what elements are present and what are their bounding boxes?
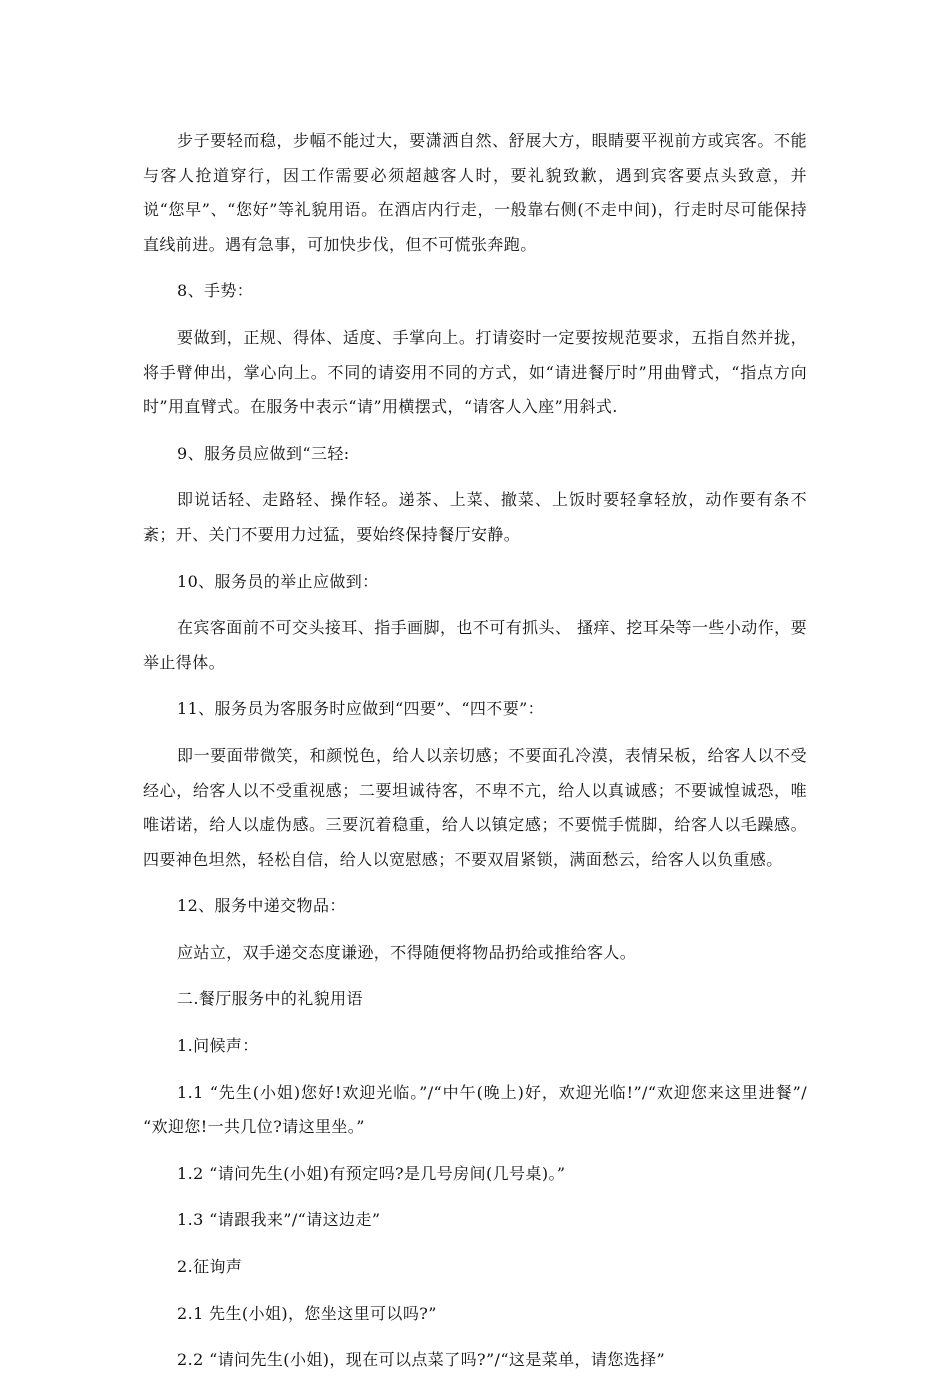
item-greeting-1-2: 1.2 “请问先生(小姐)有预定吗?是几号房间(几号桌)。” — [177, 1163, 566, 1183]
item-inquiry-2-1: 2.1 先生(小姐)，您坐这里可以吗?” — [177, 1303, 437, 1323]
heading-three-light: 9、服务员应做到“三轻: — [177, 443, 350, 463]
heading-gesture: 8、手势： — [177, 281, 254, 301]
heading-handing-items: 12、服务中递交物品： — [177, 896, 346, 916]
heading-greeting: 1.问候声： — [177, 1036, 259, 1056]
paragraph-gesture: 要做到，正规、得体、适度、手掌向上。打请姿时一定要按规范要求，五指自然并拢，将手臂伸出，掌心向上。不同的请姿用不同的方式，如“请进餐厅时”用曲臂式，“指点方向时”用直臂式。在服务中表示“请”用横摆式，“请客人入座”用斜式. — [143, 327, 807, 417]
paragraph-handing-items: 应站立，双手递交态度谦逊，不得随便将物品扔给或推给客人。 — [177, 942, 637, 962]
item-greeting-1-3: 1.3 “请跟我来”/“请这边走” — [177, 1210, 381, 1230]
heading-four-dos: 11、服务员为客服务时应做到“四要”、“四不要”： — [177, 699, 545, 719]
heading-behavior: 10、服务员的举止应做到： — [177, 571, 379, 591]
heading-inquiry: 2.征询声 — [177, 1257, 243, 1277]
document-page — [143, 124, 807, 1378]
paragraph-behavior: 在宾客面前不可交头接耳、指手画脚，也不可有抓头、 搔痒、挖耳朵等一些小动作，要举止得体。 — [143, 618, 807, 672]
paragraph-three-light: 即说话轻、走路轻、操作轻。递茶、上菜、撤菜、上饭时要轻拿轻放，动作要有条不紊；开、关门不要用力过猛，要始终保持餐厅安静。 — [143, 490, 807, 544]
item-inquiry-2-2: 2.2 “请问先生(小姐)，现在可以点菜了吗?”/“这是菜单，请您选择” — [177, 1350, 666, 1370]
item-greeting-1-1: 1.1 “先生(小姐)您好!欢迎光临。”/“中午(晚上)好，欢迎光临!”/“欢迎您来这里进餐”/ “欢迎您!一共几位?请这里坐。” — [143, 1082, 807, 1137]
section-heading-polite-language: 二.餐厅服务中的礼貌用语 — [177, 989, 363, 1009]
paragraph-walking: 步子要轻而稳，步幅不能过大，要潇洒自然、舒展大方，眼睛要平视前方或宾客。不能与客人抢道穿行，因工作需要必须超越客人时，要礼貌致歉，遇到宾客要点头致意，并说“您早”、“您好”等礼貌用语。在酒店内行走，一般靠右侧(不走中间)，行走时尽可能保持直线前进。遇有急事，可加快步伐，但不可慌张奔跑。 — [143, 131, 807, 254]
paragraph-four-dos: 即一要面带微笑，和颜悦色，给人以亲切感；不要面孔冷漠，表情呆板，给客人以不受经心，给客人以不受重视感；二要坦诚待客，不卑不亢，给人以真诚感；不要诚惶诚恐，唯唯诺诺，给人以虚伪感。三要沉着稳重，给人以镇定感；不要慌手慌脚，给客人以毛躁感。四要神色坦然，轻松自信，给人以宽慰感；不要双眉紧锁，满面愁云，给客人以负重感。 — [143, 745, 807, 869]
